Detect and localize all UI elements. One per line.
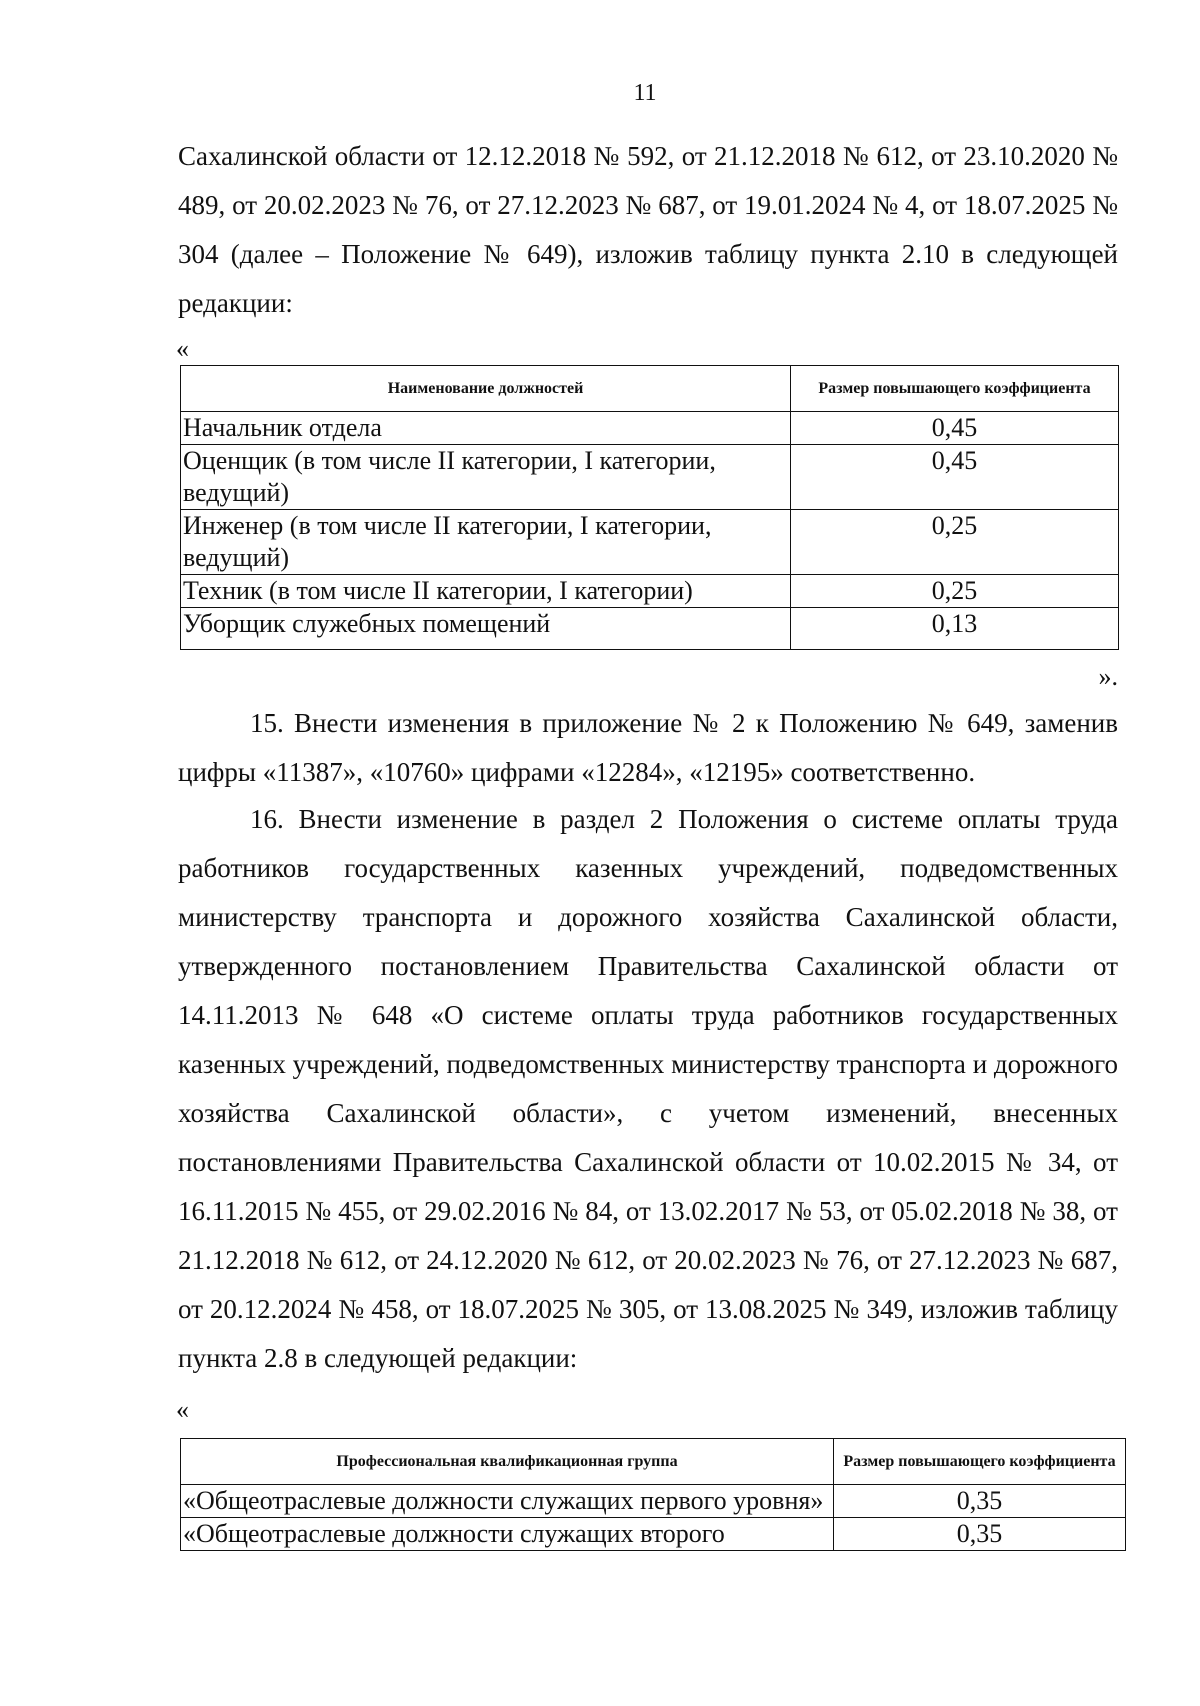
row-position-name: Начальник отдела: [181, 412, 791, 445]
table1-open-quote: «: [176, 334, 189, 363]
column-header-position: Наименование должностей: [181, 366, 791, 412]
table-row: [181, 412, 1119, 445]
row-coefficient-value: 0,35: [834, 1485, 1126, 1518]
column-header-coefficient: Размер повышающего коэффициента: [791, 366, 1119, 412]
row-position-name: Техник (в том числе II категории, I категории): [181, 575, 791, 608]
row-coefficient-value: 0,45: [791, 445, 1119, 510]
table-row: [181, 1518, 1126, 1551]
paragraph-16: 16. Внести изменение в раздел 2 Положения о системе оплаты труда работников государственных казенных учреждений, подведомственных министерству транспорта и дорожного хозяйства Сахалинской области, утвержденного постановлением Правительства Сахалинской области от 14.11.2013 № 648 «О системе оплаты труда работников государственных казенных учреждений, подведомственных министерству транспорта и дорожного хозяйства Сахалинской области», с учетом изменений, внесенных постановлениями Правительства Сахалинской области от 10.02.2015 № 34, от 16.11.2015 № 455, от 29.02.2016 № 84, от 13.02.2017 № 53, от 05.02.2018 № 38, от 21.12.2018 № 612, от 24.12.2020 № 612, от 20.02.2023 № 76, от 27.12.2023 № 687, от 20.12.2024 № 458, от 18.07.2025 № 305, от 13.08.2025 № 349, изложив таблицу пункта 2.8 в следующей редакции:: [178, 804, 1118, 1373]
table-row: [181, 575, 1119, 608]
row-group-name: «Общеотраслевые должности служащих второго: [181, 1518, 834, 1551]
table-row: [181, 445, 1119, 510]
table2-open-quote: «: [176, 1395, 189, 1424]
column-header-qualification-group: Профессиональная квалификационная группа: [181, 1439, 834, 1485]
table-row: [181, 608, 1119, 650]
table1-close-quote: ».: [1098, 662, 1118, 691]
table-position-coefficients: [180, 365, 1119, 650]
row-coefficient-value: 0,13: [791, 608, 1119, 650]
row-coefficient-value: 0,35: [834, 1518, 1126, 1551]
column-header-coefficient: Размер повышающего коэффициента: [834, 1439, 1126, 1485]
table-qualification-group-coefficients: [180, 1438, 1126, 1551]
row-coefficient-value: 0,25: [791, 510, 1119, 575]
intro-paragraph: Сахалинской области от 12.12.2018 № 592, от 21.12.2018 № 612, от 23.10.2020 № 489, от 20.02.2023 № 76, от 27.12.2023 № 687, от 19.01.2024 № 4, от 18.07.2025 № 304 (далее – Положение № 649), изложив таблицу пункта 2.10 в следующей редакции:: [178, 141, 1118, 318]
row-coefficient-value: 0,45: [791, 412, 1119, 445]
table-header-row: [181, 366, 1119, 412]
table-row: [181, 510, 1119, 575]
row-position-name: Оценщик (в том числе II категории, I категории, ведущий): [181, 445, 791, 510]
row-position-name: Инженер (в том числе II категории, I категории, ведущий): [181, 510, 791, 575]
page-number: 11: [633, 80, 657, 106]
table-header-row: [181, 1439, 1126, 1485]
row-group-name: «Общеотраслевые должности служащих первого уровня»: [181, 1485, 834, 1518]
paragraph-15: 15. Внести изменения в приложение № 2 к Положению № 649, заменив цифры «11387», «10760» цифрами «12284», «12195» соответственно.: [178, 708, 1118, 787]
row-coefficient-value: 0,25: [791, 575, 1119, 608]
table-row: [181, 1485, 1126, 1518]
row-position-name: Уборщик служебных помещений: [181, 608, 791, 650]
